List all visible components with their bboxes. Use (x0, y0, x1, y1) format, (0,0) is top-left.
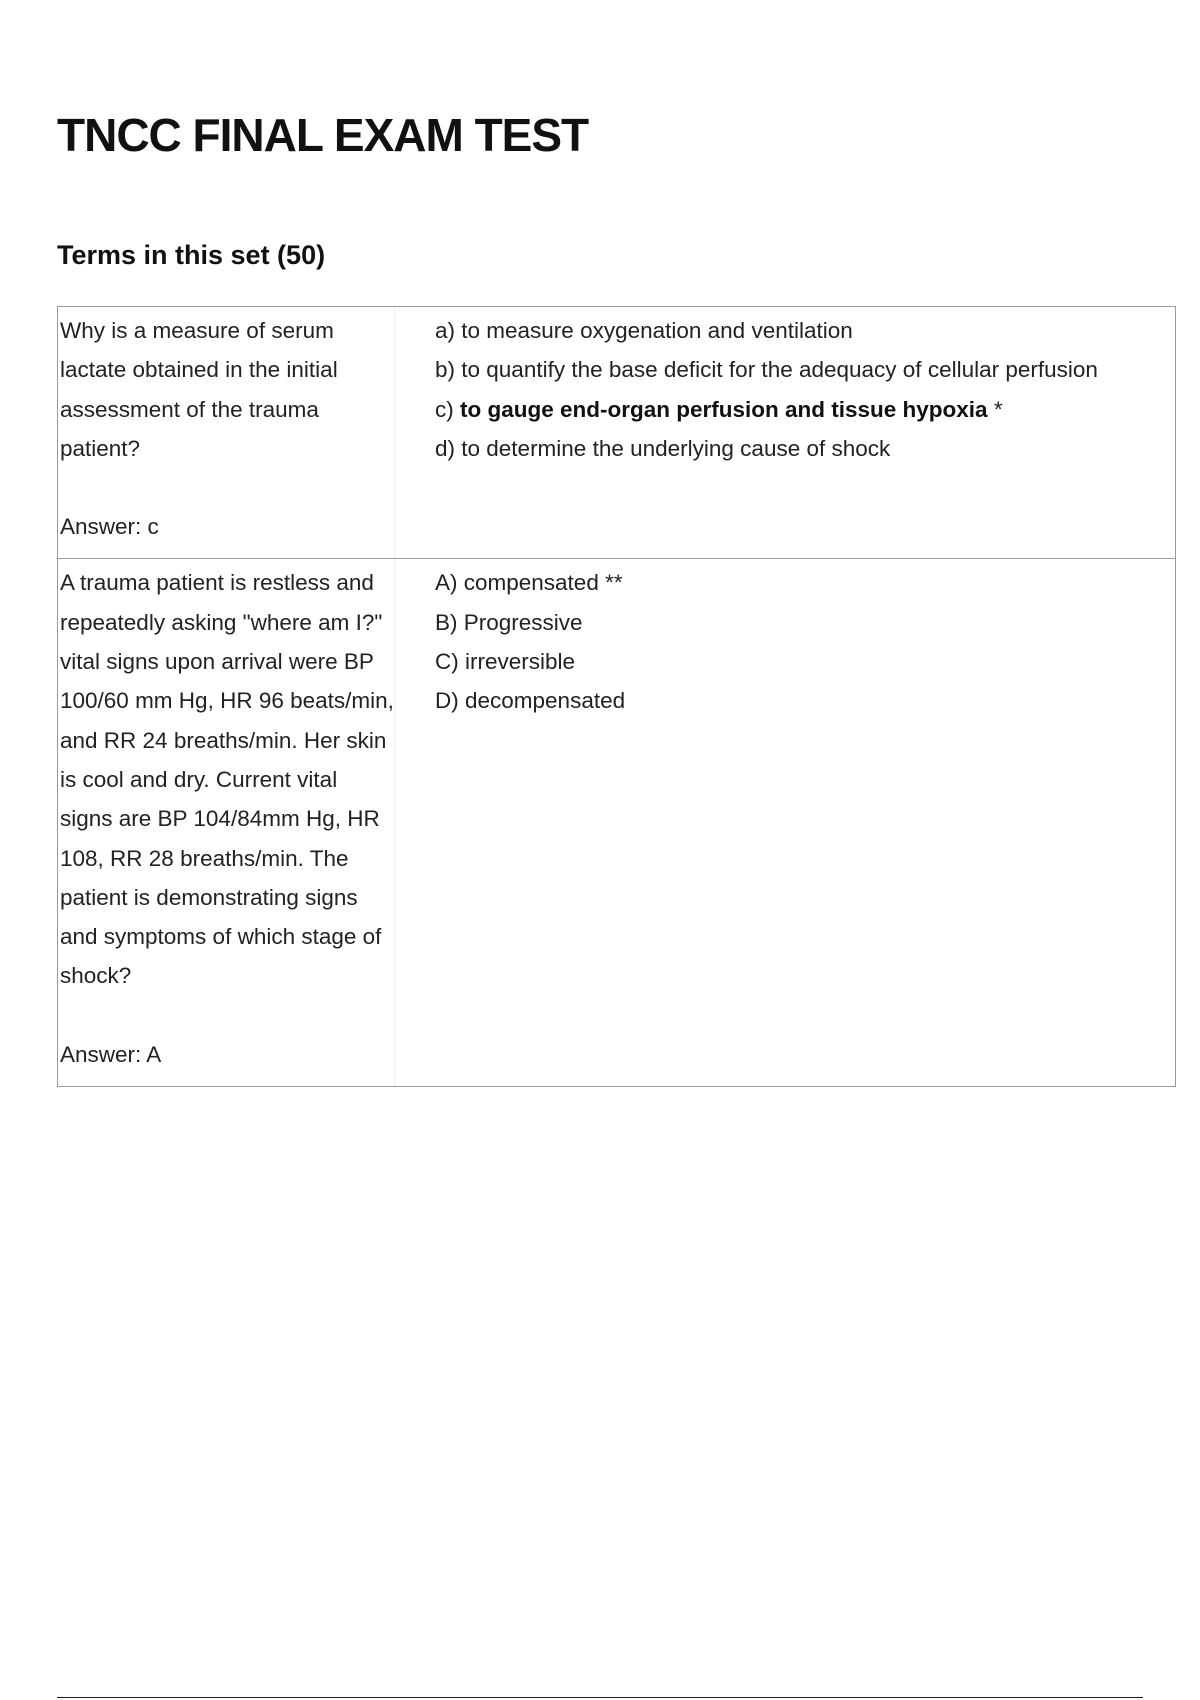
terms-table (57, 306, 1176, 1087)
option-c: C) irreversible (435, 649, 576, 675)
option-d: D) decompensated (435, 688, 626, 714)
answer-text: Answer: A (60, 1041, 162, 1067)
answer-options-cell (395, 559, 1175, 1086)
page-bottom-divider (57, 1697, 1143, 1698)
term-question-cell (58, 307, 395, 558)
term-row (58, 559, 1175, 1086)
option-a: A) compensated ** (435, 570, 623, 596)
option-c-mark: * (987, 396, 1003, 422)
option-d: d) to determine the underlying cause of shock (435, 435, 891, 461)
question-text: Why is a measure of serum lactate obtained in the initial assessment of the trauma patient? (60, 318, 338, 461)
option-a: a) to measure oxygenation and ventilation (435, 318, 853, 343)
answer-text: Answer: c (60, 514, 159, 540)
option-b: B) Progressive (435, 609, 583, 635)
option-c-prefix: c) (435, 396, 460, 422)
set-heading: Terms in this set (50) (57, 240, 326, 270)
term-row (58, 307, 1175, 559)
answer-options-cell (395, 307, 1175, 558)
option-b: b) to quantify the base deficit for the adequacy of cellular perfusion (435, 357, 1098, 383)
option-c (435, 390, 1165, 429)
question-text: A trauma patient is restless and repeatedly asking "where am I?" vital signs upon arrival were BP 100/60 mm Hg, HR 96 beats/min, and RR 24 breaths/min. Her skin is cool and dry. Current vital signs are BP 104/84mm Hg, HR 108, RR 28 breaths/min. The patient is demonstrating signs and symptoms of which stage of shock? (60, 570, 394, 989)
page-title: TNCC FINAL EXAM TEST (57, 109, 589, 161)
option-c-correct-text: to gauge end-organ perfusion and tissue hypoxia (460, 396, 988, 422)
term-question-cell (58, 559, 395, 1086)
